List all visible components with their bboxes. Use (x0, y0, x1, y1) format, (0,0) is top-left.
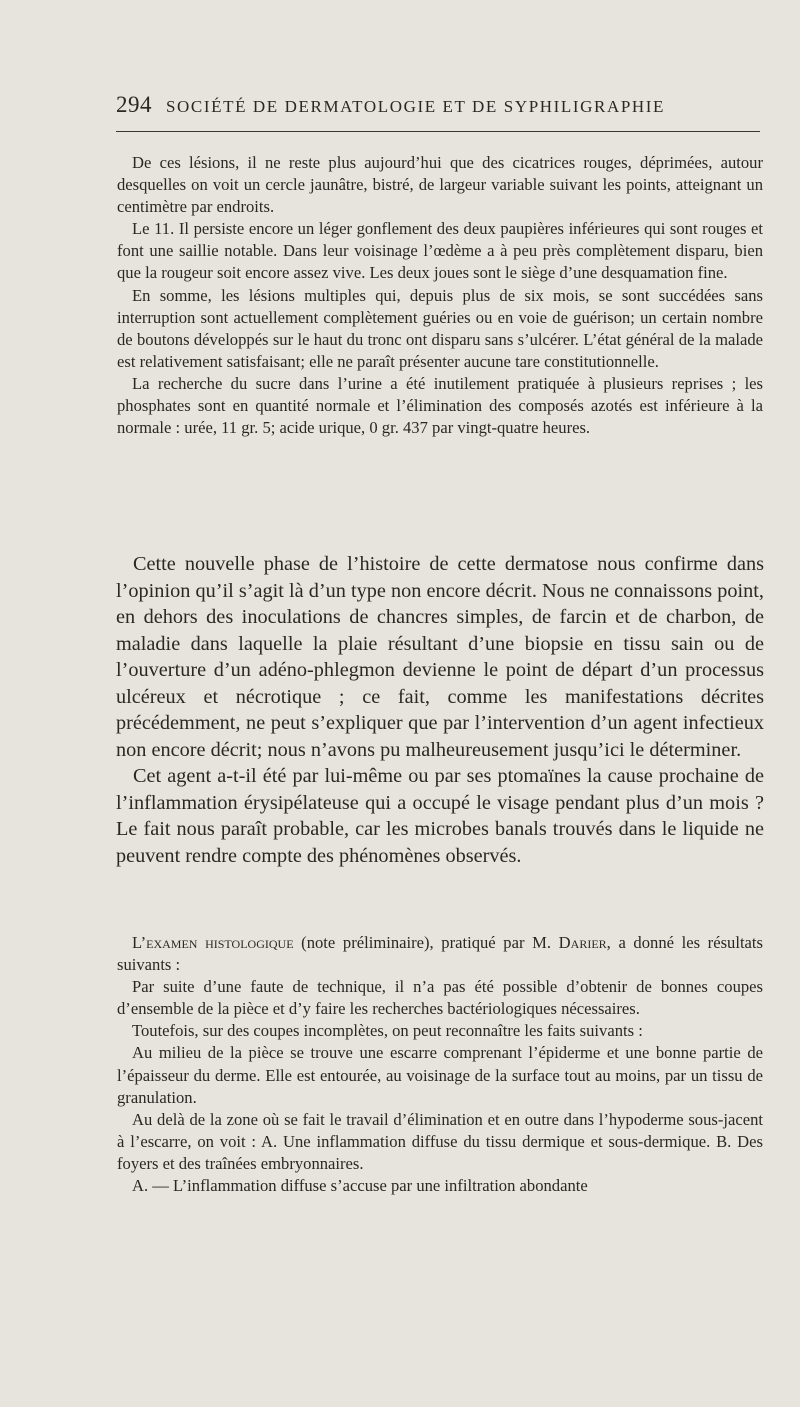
paragraph: En somme, les lésions multiples qui, depuis plus de six mois, se sont succédées sans interruption sont actuellement complètement guéries ou en voie de guérison; un certain nombre de boutons développés sur le haut du tronc ont disparu sans s’ulcérer. L’état général de la malade est relativement satisfaisant; elle ne paraît présenter aucune tare constitutionnelle. (117, 285, 763, 371)
paragraph: La recherche du sucre dans l’urine a été inutilement pratiquée à plusieurs reprises ; les phosphates sont en quantité normale et l’élimination des composés azotés est inférieure à la normale : urée, 11 gr. 5; acide urique, 0 gr. 437 par vingt-quatre heures. (117, 373, 763, 438)
discussion-section (116, 551, 764, 869)
paragraph: Par suite d’une faute de technique, il n’a pas été possible d’obtenir de bonnes coupes d’ensemble de la pièce et d’y faire les recherches bactériologiques nécessaires. (117, 977, 763, 1019)
author-name: Darier (558, 933, 607, 952)
paragraph: A. — L’inflammation diffuse s’accuse par une infiltration abondante (132, 1176, 588, 1196)
paragraph: Toutefois, sur des coupes incomplètes, on peut reconnaître les faits suivants : (132, 1021, 643, 1041)
clinical-notes-section (117, 152, 763, 439)
paragraph: Au milieu de la pièce se trouve une escarre comprenant l’épiderme et une bonne partie de l’épaisseur du derme. Elle est entourée, au voisinage de la surface tout au moins, par un tissu de granulation. (117, 1043, 763, 1107)
paragraph: L’examen histologique (note préliminaire), pratiqué par M. Darier, a donné les résultats suivants : (117, 933, 763, 975)
paragraph: Le 11. Il persiste encore un léger gonflement des deux paupières inférieures qui sont rouges et font une saillie notable. Dans leur voisinage l’œdème a à peu près complètement disparu, bien que la rougeur soit encore assez vive. Les deux joues sont le siège d’une desquamation fine. (117, 219, 763, 283)
page-header (116, 92, 756, 122)
paragraph: Cet agent a-t-il été par lui-même ou par ses ptomaïnes la cause prochaine de l’inflammation érysipélateuse qui a occupé le visage pendant plus d’un mois ? Le fait nous paraît probable, car les microbes banals trouvés dans le liquide ne peuvent rendre compte des phénomènes observés. (116, 765, 764, 867)
section-heading: L’examen histologique (132, 933, 294, 952)
page-number: 294 (116, 92, 152, 117)
paragraph: De ces lésions, il ne reste plus aujourd’hui que des cicatrices rouges, déprimées, autour desquelles on voit un cercle jaunâtre, bistré, de largeur variable suivant les points, atteignant un centimètre par endroits. (117, 153, 763, 217)
histology-section (117, 932, 763, 1197)
paragraph: Cette nouvelle phase de l’histoire de cette dermatose nous confirme dans l’opinion qu’il s’agit là d’un type non encore décrit. Nous ne connaissons point, en dehors des inoculations de chancres simples, de farcin et de charbon, de maladie dans laquelle la plaie résultant d’une biopsie en tissu sain ou de l’ouverture d’un adéno-phlegmon devienne le point de départ d’un processus ulcéreux et nécrotique ; ce fait, comme les manifestations décrites précédemment, ne peut s’expliquer que par l’intervention d’un agent infectieux non encore décrit; nous n’avons pu malheureusement jusqu’ici le déterminer. (116, 553, 764, 761)
paragraph: Au delà de la zone où se fait le travail d’élimination et en outre dans l’hypoderme sous-jacent à l’escarre, on voit : A. Une inflammation diffuse du tissu dermique et sous-dermique. B. Des foyers et des traînées embryonnaires. (117, 1109, 763, 1173)
running-title: SOCIÉTÉ DE DERMATOLOGIE ET DE SYPHILIGRAPHIE (166, 97, 666, 116)
header-rule (116, 131, 760, 132)
